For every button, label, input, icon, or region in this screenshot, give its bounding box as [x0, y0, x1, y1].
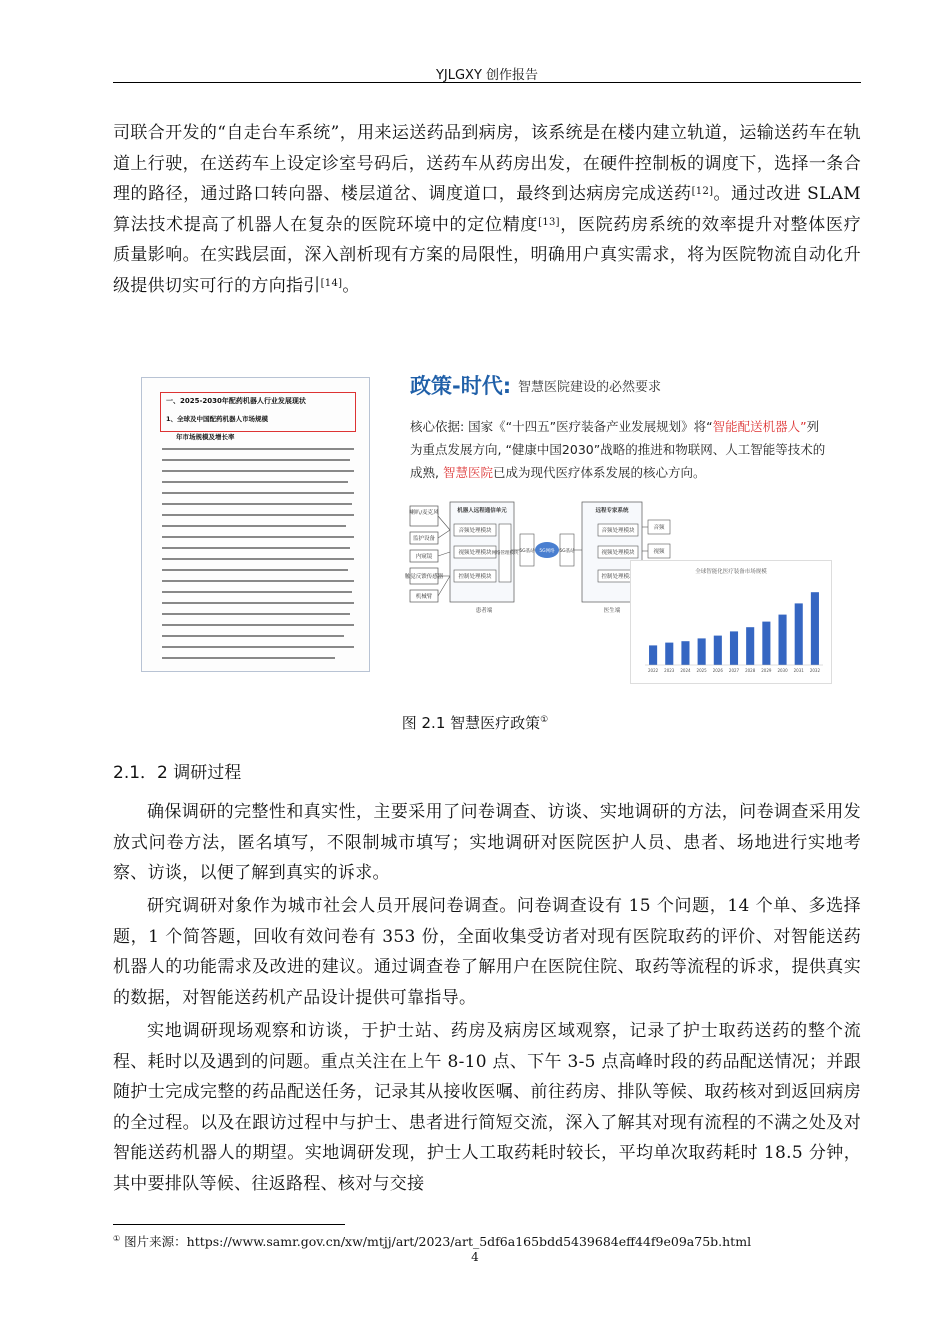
slide-title: 政策-时代: — [410, 374, 512, 398]
expert-audio-module: 音频处理模块 — [601, 528, 635, 534]
paragraph-method: 确保调研的完整性和真实性，主要采用了问卷调查、访谈、实地调研的方法，问卷调查采用发放式问卷方法，匿名填写，不限制城市填写；实地调研对医院医护人员、患者、场地进行实地考察、访谈，以便了解到真实的诉求。 — [113, 802, 861, 883]
chart-tick-label: 2022 — [647, 668, 659, 673]
5g-network: 5G网络 — [539, 549, 555, 554]
footnote-mark: ① — [113, 1233, 121, 1243]
chart-tick-label: 2023 — [664, 668, 675, 673]
robot-unit-label: 机器人远程通信单元 — [457, 508, 507, 514]
chart-tick-label: 2024 — [680, 668, 691, 673]
para-text: 。 — [342, 275, 360, 296]
core-text: 核心依据: 国家《“十四五”医疗装备产业发展规划》将“ — [410, 419, 713, 434]
chart-tick-label: 2029 — [761, 668, 772, 673]
caption-text: 图 2.1 智慧医疗政策 — [401, 714, 541, 732]
base-station-2: 5G基站 — [559, 549, 575, 554]
robot-control-module: 控制处理模块 — [458, 574, 492, 580]
figure-report-excerpt — [141, 377, 370, 672]
expert-system-label: 远程专家系统 — [595, 508, 629, 514]
core-highlight: 智慧医院 — [442, 465, 493, 480]
robot-video-module: 视频处理模块 — [458, 550, 492, 556]
footnote — [113, 1232, 751, 1250]
out-audio: 音频 — [653, 525, 665, 531]
header-rule — [113, 82, 861, 83]
slide-core-text — [410, 415, 830, 484]
doctor-end-label: 医生端 — [603, 608, 621, 614]
chart-bar-2026 — [714, 636, 722, 665]
chart-tick-label: 2027 — [728, 668, 740, 673]
chart-title: 全球智能化医疗装备市场规模 — [695, 569, 767, 575]
citation-12: [12] — [691, 186, 714, 197]
core-text: 已成为现代医疗体系发展的核心方向。 — [492, 465, 706, 480]
section-heading: 2.1．2 调研过程 — [113, 763, 242, 783]
figure-policy-slide — [404, 364, 837, 686]
para-text: ，医院药房系统的效率提升对整体医疗质量影响。在实践层面，深入剖析现有方案的局限性，明确用户真实需求，将为医院物流自动化升级提供切实可行的方向指引 — [113, 214, 861, 296]
excerpt-text-lines — [162, 448, 354, 668]
chart-bar-2023 — [665, 643, 673, 665]
para-text: 。通过改进 SLAM 算法技术提高了机器人在复杂的医院环境中的定位精度 — [113, 184, 861, 235]
box-arm: 机械臂 — [415, 594, 433, 600]
network-mgmt-module: 网络管理模块 — [491, 551, 519, 556]
paragraph-survey: 研究调研对象作为城市社会人员开展问卷调查。问卷调查设有 15 个问题，14 个单、多选择题，1 个简答题，回收有效问卷有 353 份，全面收集受访者对现有医院取药的评价、对智能送药机器人的功能需求及改进的建议。通过调查卷了解用户在医院住院、取药等流程的诉求，提供真实的数据，对智能送药机产品设计提供可靠指导。 — [113, 896, 861, 1008]
out-video: 视频 — [653, 549, 665, 555]
chart-tick-label: 2031 — [793, 668, 804, 673]
page-number: 4 — [471, 1250, 479, 1264]
citation-14: [14] — [320, 277, 343, 289]
figure-caption — [0, 712, 950, 733]
box-endoscope: 内窥镜 — [415, 554, 433, 560]
chart-tick-label: 2028 — [745, 668, 756, 673]
chart-tick-label: 2026 — [712, 668, 723, 673]
chart-bar-2032 — [811, 592, 819, 665]
robot-audio-module: 音频处理模块 — [458, 528, 492, 534]
excerpt-subtitle: 1、全球及中国配药机器人市场规模 — [166, 415, 269, 423]
out-control: 控制 — [653, 573, 665, 579]
running-header: YJLGXY 创作报告 — [435, 68, 539, 83]
chart-tick-label: 2030 — [777, 668, 788, 673]
expert-control-module: 控制处理模块 — [601, 574, 635, 580]
paragraph-fieldwork: 实地调研现场观察和访谈，于护士站、药房及病房区域观察，记录了护士取药送药的整个流程、耗时以及遇到的问题。重点关注在上午 8-10 点、下午 3-5 点高峰时段的药品配送情况；并跟随护士完成完整的药品配送任务，记录其从接收医嘱、前往药房、排队等候、取药核对到返回病房的全过程。以及在跟访过程中与护士、患者进行简短交流，深入了解其对现有流程的不满之处及对智能送药机器人的期望。实地调研发现，护士人工取药耗时较长，平均单次取药耗时 18.5 分钟，其中要排队等候、往返路程、核对与交接 — [113, 1021, 861, 1194]
chart-bar-2030 — [779, 615, 787, 665]
chart-bar-2029 — [762, 622, 770, 665]
box-monitor: 监护设备 — [412, 536, 436, 542]
chart-bar-2025 — [698, 638, 706, 665]
chart-bar-2028 — [746, 627, 754, 665]
paragraph-intro — [113, 118, 861, 301]
market-size-chart — [630, 560, 832, 684]
excerpt-title: 一、2025-2030年配药机器人行业发展现状 — [166, 397, 306, 405]
chart-tick-label: 2025 — [696, 668, 707, 673]
chart-bar-2031 — [795, 603, 803, 665]
citation-13: [13] — [538, 216, 560, 228]
core-text: 列为重点发展方向, “健康中国2030”战略的推进和物联网、人工智能等技术的成熟, — [410, 419, 826, 480]
chart-bar-2027 — [730, 631, 738, 665]
patient-end-label: 患者端 — [475, 608, 493, 614]
para-text: 司联合开发的“自走台车系统”，用来运送药品到病房，该系统是在楼内建立轨道，运输送药车在轨道上行驶，在送药车上设定诊室号码后，送药车从药房出发，在硬件控制板的调度下，选择一条合理的路径，通过路口转向器、楼层道岔、调度道口，最终到达病房完成送药 — [113, 123, 861, 204]
box-haptic: 触觉反馈传感器 — [404, 574, 444, 580]
chart-tick-label: 2032 — [809, 668, 821, 673]
core-highlight: 智能配送机器人” — [712, 419, 807, 434]
excerpt-subhead: 年市场规模及增长率 — [176, 433, 235, 441]
box-speaker: 喇叭/麦克风 — [409, 510, 439, 516]
chart-bar-2024 — [681, 641, 689, 665]
caption-footnote-mark: ① — [540, 715, 549, 725]
base-station-1: 5G基站 — [519, 549, 535, 554]
footnote-text: 图片来源：https://www.samr.gov.cn/xw/mtjj/art/2023/art_5df6a165bdd5439684eff44f9e09a75b.html — [124, 1234, 752, 1249]
slide-subtitle: 智慧医院建设的必然要求 — [518, 380, 662, 395]
expert-video-module: 视频处理模块 — [601, 550, 635, 556]
footnote-rule — [113, 1224, 345, 1225]
chart-bar-2022 — [649, 645, 657, 665]
